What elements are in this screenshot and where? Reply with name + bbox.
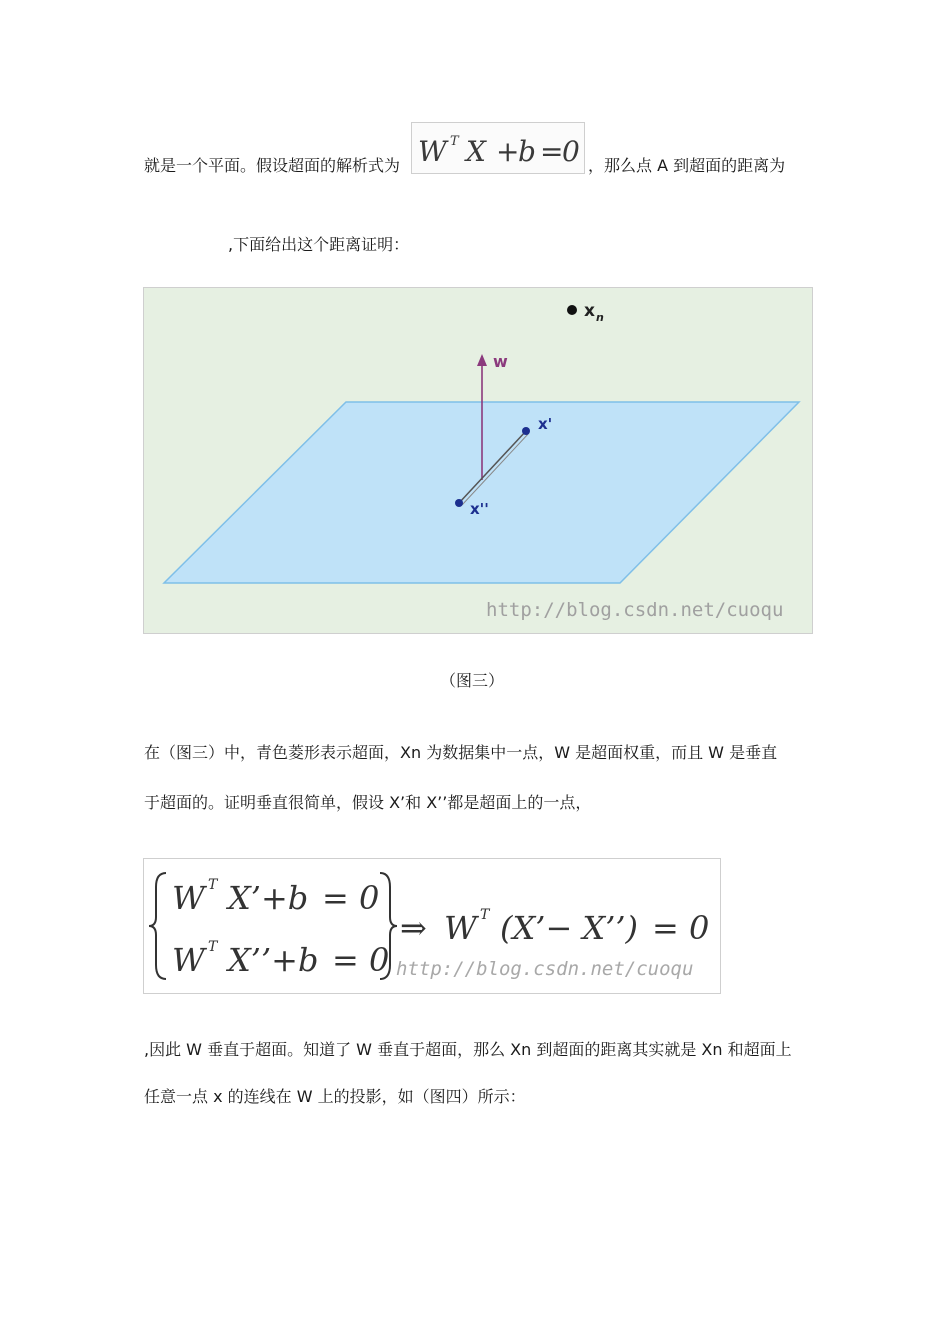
figure3-svg xyxy=(144,288,812,633)
left-brace xyxy=(149,873,166,979)
svg-text:⇒: ⇒ xyxy=(400,909,427,947)
inline-formula-svg xyxy=(412,123,584,173)
formula-block-image xyxy=(143,858,721,994)
paragraph3-line2: 任意一点 x 的连线在 W 上的投影，如（图四）所示： xyxy=(144,1087,526,1106)
paragraph1-line1-after: ，那么点 A 到超面的距离为 xyxy=(588,156,786,175)
figure3-image xyxy=(143,287,813,634)
svg-text:W: W xyxy=(172,879,205,917)
svg-text:X’+b: X’+b xyxy=(228,879,309,917)
xprime-point xyxy=(522,427,530,435)
svg-text:T: T xyxy=(450,134,459,149)
svg-text:W: W xyxy=(418,135,447,168)
xdoubleprime-point xyxy=(455,499,463,507)
w-arrowhead xyxy=(477,354,487,366)
label-xn: x xyxy=(584,301,595,321)
svg-text:T: T xyxy=(208,939,218,955)
xn-point xyxy=(567,305,577,315)
inline-formula-image xyxy=(411,122,585,174)
paragraph1-line1-before: 就是一个平面。假设超面的解析式为 xyxy=(144,156,401,175)
svg-text:T: T xyxy=(480,907,490,923)
svg-text:+: + xyxy=(496,135,520,168)
svg-text:X: X xyxy=(466,135,486,168)
formula-block-svg xyxy=(144,859,720,993)
svg-text:0: 0 xyxy=(562,135,580,168)
paragraph1-line2: ,下面给出这个距离证明： xyxy=(228,235,410,254)
label-xprime: x' xyxy=(538,415,553,433)
paragraph2-line1: 在（图三）中，青色菱形表示超面，Xn 为数据集中一点，W 是超面权重，而且 W 是垂直 xyxy=(144,743,778,762)
svg-text:= 0: = 0 xyxy=(332,941,390,979)
svg-text:X’’+b: X’’+b xyxy=(228,941,319,979)
svg-text:W: W xyxy=(444,909,477,947)
svg-text:W: W xyxy=(172,941,205,979)
formula-watermark: http://blog.csdn.net/cuoqu xyxy=(396,958,694,980)
label-xdoubleprime: x'' xyxy=(470,500,489,518)
figure3-caption: （图三） xyxy=(440,671,505,690)
svg-text:T: T xyxy=(208,877,218,893)
svg-text:= 0: = 0 xyxy=(322,879,380,917)
svg-text:=: = xyxy=(540,135,564,168)
label-xn-sub: n xyxy=(596,311,604,324)
svg-text:(X’− X’’): (X’− X’’) xyxy=(500,909,639,947)
figure3-watermark: http://blog.csdn.net/cuoqu xyxy=(486,599,784,621)
svg-text:b: b xyxy=(518,135,536,168)
label-w: w xyxy=(493,352,508,371)
paragraph3-line1: ,因此 W 垂直于超面。知道了 W 垂直于超面，那么 Xn 到超面的距离其实就是 Xn 和超面上 xyxy=(144,1040,792,1059)
paragraph2-line2: 于超面的。证明垂直很简单，假设 X’和 X’’都是超面上的一点， xyxy=(144,793,592,812)
svg-text:= 0: = 0 xyxy=(652,909,710,947)
